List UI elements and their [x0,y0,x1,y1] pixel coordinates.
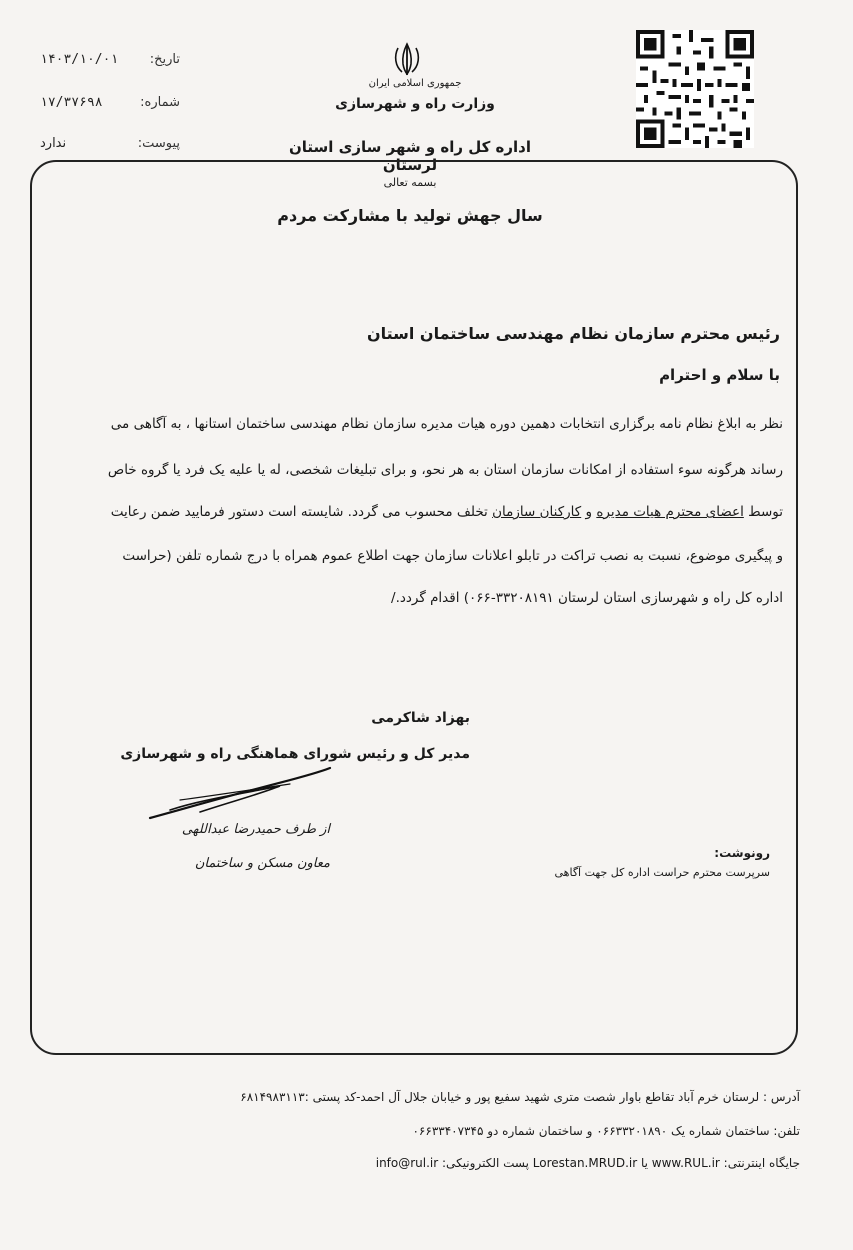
signer-title: مدیر کل و رئیس شورای هماهنگی راه و شهرسازی [120,746,470,762]
signer-name: بهزاد شاکرمی [371,710,470,726]
footer-web: جایگاه اینترنتی: www.RUL.ir یا Lorestan.MRUD.ir پست الکترونیکی: info@rul.ir [375,1156,800,1170]
attachment-value: ندارد [40,136,67,151]
bismillah: بسمه تعالی [383,176,437,189]
body-line-3-underline-1: اعضای محترم هیات مدیره [596,504,744,520]
footer-address: آدرس : لرستان خرم آباد تقاطع باوار شصت متری شهید سفیع پور و خیابان جلال آل احمد-کد پستی :۶۸۱۴۹۸۳۱۱۳ [240,1090,800,1104]
office-name: اداره کل راه و شهر سازی استان لرستان [288,138,532,174]
date-label: تاریخ: [149,52,180,67]
body-line-2: رساند هرگونه سوء استفاده از امکانات سازمان استان به هر نحو، و برای تبلیغات شخصی، له یا علیه یک فرد یا گروه خاص [107,462,783,478]
body-line-3-part-c: تخلف محسوب می گردد. شایسته است دستور فرمایید ضمن رعایت [110,504,488,520]
number-label: شماره: [140,95,180,110]
attachment-label: پیوست: [137,136,180,151]
greeting: با سلام و احترام [659,366,780,384]
attachment-row [40,136,180,151]
date-value: ۱۴۰۳/۱۰/۰۱ [40,52,119,67]
handwritten-on-behalf: از طرف حمیدرضا عبداللهی [181,822,330,837]
body-line-3-underline-2: کارکنان سازمان [492,504,582,520]
qr-code [636,30,754,148]
body-line-1: نظر به ابلاغ نظام نامه برگزاری انتخابات دهمین دوره هیات مدیره سازمان نظام مهندسی ساختمان استانها ، به آگاهی می [110,416,783,432]
body-line-3-part-a: توسط [748,504,783,520]
number-row [40,95,180,110]
cc-title: رونوشت: [714,846,770,860]
body-line-4: و پیگیری موضوع، نسبت به نصب تراکت در تابلو اعلانات سازمان جهت اطلاع عموم همراه با درج شماره تلفن (حراست [122,548,783,564]
ministry-name: وزارت راه و شهرسازی [335,96,495,112]
body-line-5: اداره کل راه و شهرسازی استان لرستان ۳۳۲۰۸۱۹۱-۰۶۶) اقدام گردد./ [391,590,783,606]
recipient: رئیس محترم سازمان نظام مهندسی ساختمان استان [366,324,780,343]
body-line-3 [55,502,783,522]
iran-emblem-icon [390,42,424,78]
handwritten-deputy: معاون مسکن و ساختمان [194,856,330,871]
number-value: ۱۷/۳۷۶۹۸ [40,95,103,110]
date-row [40,52,180,67]
signature [140,760,340,830]
year-slogan: سال جهش تولید با مشارکت مردم [277,206,543,225]
cc-line: سرپرست محترم حراست اداره کل جهت آگاهی [554,866,770,879]
footer-phone: تلفن: ساختمان شماره یک ۰۶۶۳۳۲۰۱۸۹۰ و ساختمان شماره دو ۰۶۶۳۳۴۰۷۳۴۵ [412,1124,800,1138]
government-name: جمهوری اسلامی ایران [368,78,462,89]
body-line-3-part-b: و [585,504,593,520]
